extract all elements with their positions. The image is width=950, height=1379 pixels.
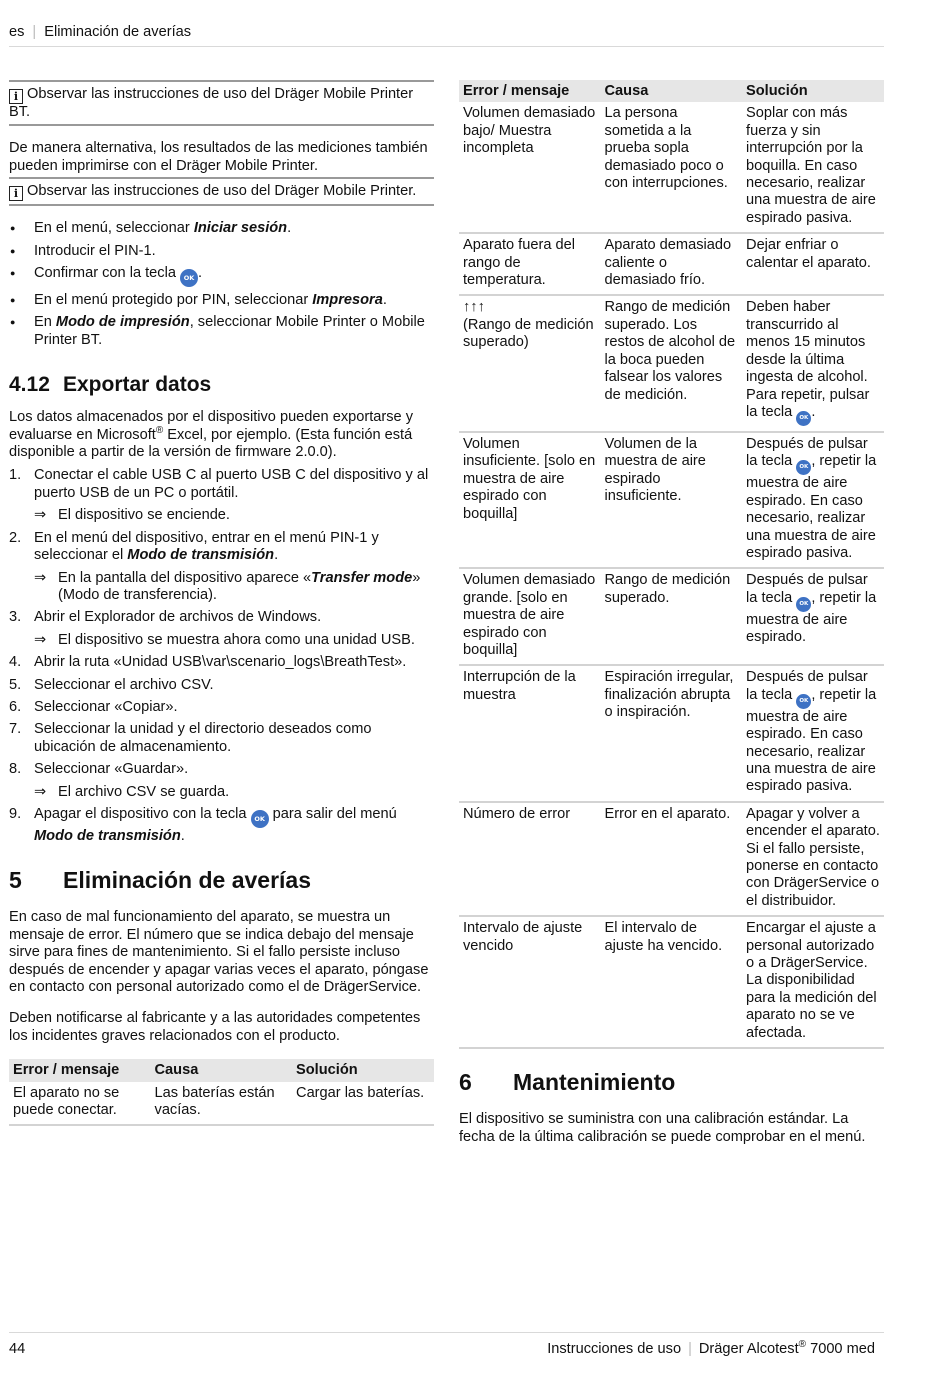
table-row (459, 665, 884, 801)
table-cell: Apagar y volver a encender el aparato. Si el fallo persiste, ponerse en contacto con DrägerService o el distribuidor. (742, 802, 884, 916)
list-item (9, 220, 434, 237)
step-item (9, 609, 434, 626)
table-row (459, 295, 884, 431)
header-separator: | (32, 24, 37, 40)
note-text: Observar las instrucciones de uso del Dräger Mobile Printer. (27, 183, 417, 200)
text: Los datos almacenados por el dispositivo pueden exportarse y evaluarse en Microsoft (9, 409, 414, 443)
footer-separator: | (688, 1341, 692, 1357)
step-text: . (180, 827, 185, 844)
step-text: Seleccionar «Guardar». (34, 761, 189, 778)
table-cell: Intervalo de ajuste vencido (459, 916, 601, 1048)
table-cell: El aparato no se puede conectar. (9, 1082, 151, 1126)
table-row (459, 802, 884, 916)
menu-name: Impresora (312, 292, 383, 309)
table-cell: Dejar enfriar o calentar el aparato. (742, 233, 884, 295)
step-result (9, 507, 434, 524)
menu-name: Modo de transmisión (34, 827, 181, 844)
export-steps-list (9, 467, 434, 845)
step-item (9, 530, 434, 565)
cell-text: , repetir la muestra de aire espirado. En caso necesario, realizar una muestra de aire espirado pasiva. (746, 686, 877, 795)
table-cell (742, 568, 884, 665)
print-steps-list (9, 220, 434, 349)
cell-text: , repetir la muestra de aire espirado. (746, 589, 877, 646)
right-column (459, 80, 884, 1146)
ok-key-icon: OK (796, 597, 811, 612)
table-cell: Aparato demasiado caliente o demasiado frío. (601, 233, 743, 295)
step-number: 4. (9, 654, 22, 671)
section-number: 5 (9, 867, 22, 894)
product-model: 7000 med (806, 1341, 875, 1357)
text: En (34, 314, 56, 331)
step-result (9, 570, 434, 605)
step-text: . (274, 547, 279, 564)
step-text: Seleccionar el archivo CSV. (34, 676, 214, 693)
note-text: Observar las instrucciones de uso del Dräger Mobile Printer BT. (9, 86, 414, 120)
export-intro-paragraph (9, 409, 434, 461)
cell-text: Después de pulsar la tecla (746, 435, 868, 470)
list-item: ● Introducir el PIN-1. (9, 243, 434, 260)
step-item (9, 699, 434, 716)
step-item (9, 721, 434, 756)
table-row (459, 233, 884, 295)
step-text: Conectar el cable USB C al puerto USB C del dispositivo y al puerto USB de un PC o portátil. (34, 467, 429, 501)
mode-name: Transfer mode (311, 569, 413, 586)
step-item (9, 654, 434, 671)
info-note-printer-bt (9, 80, 434, 126)
registered-mark: ® (155, 424, 164, 436)
step-item (9, 761, 434, 778)
result-text: En la pantalla del dispositivo aparece « (58, 569, 312, 586)
table-cell: Volumen de la muestra de aire espirado insuficiente. (601, 432, 743, 568)
cell-text: (Rango de medición superado) (463, 316, 594, 351)
menu-name: Modo de impresión (55, 314, 190, 331)
text: En el menú, seleccionar (34, 220, 194, 237)
info-icon: i (9, 186, 23, 201)
page-number: 44 (9, 1341, 26, 1357)
section-title: Eliminación de averías (63, 867, 312, 894)
text: , seleccionar Mobile Printer o Mobile Printer BT. (34, 314, 425, 348)
overrange-arrows: ↑↑↑ (463, 299, 485, 316)
header-language: es (9, 24, 25, 40)
step-text: Seleccionar la unidad y el directorio deseados como ubicación de almacenamiento. (34, 721, 372, 755)
table-cell: Volumen demasiado bajo/ Muestra incompleta (459, 102, 601, 233)
result-arrow-icon: ⇒ (34, 507, 47, 524)
step-number: 2. (9, 529, 22, 546)
table-row (459, 568, 884, 665)
table-cell: Rango de medición superado. (601, 568, 743, 665)
step-result (9, 784, 434, 801)
result-arrow-icon: ⇒ (34, 631, 47, 648)
step-number: 8. (9, 761, 22, 778)
section-title: Exportar datos (63, 373, 212, 397)
product-name: Dräger Alcotest (698, 1341, 799, 1357)
table-cell: El intervalo de ajuste ha vencido. (601, 916, 743, 1048)
step-item (9, 467, 434, 502)
step-number: 6. (9, 698, 22, 715)
step-text: Seleccionar «Copiar». (34, 698, 178, 715)
registered-mark: ® (798, 1339, 807, 1351)
section-number: 4.12 (9, 373, 50, 397)
document-type: Instrucciones de uso (547, 1341, 682, 1357)
table-cell (742, 665, 884, 801)
table-cell: Las baterías están vacías. (151, 1082, 293, 1126)
step-text: para salir del menú (268, 805, 397, 822)
page-header (9, 24, 884, 47)
section-heading-6 (459, 1069, 884, 1095)
left-column (9, 80, 434, 1126)
result-arrow-icon: ⇒ (34, 569, 47, 586)
step-text: Apagar el dispositivo con la tecla (34, 805, 251, 822)
column-header: Solución (292, 1059, 434, 1081)
text: . (287, 220, 292, 237)
step-number: 1. (9, 467, 22, 484)
step-text: En el menú del dispositivo, entrar en el menú PIN-1 y seleccionar el (34, 529, 379, 564)
table-row (9, 1082, 434, 1126)
table-cell: Número de error (459, 802, 601, 916)
error-table-right (459, 80, 884, 1049)
ok-key-icon: OK (796, 694, 811, 709)
section-heading-4-12 (9, 373, 434, 397)
section-number: 6 (459, 1069, 472, 1096)
result-text: El dispositivo se enciende. (58, 507, 230, 524)
text: Confirmar con la tecla (34, 265, 180, 282)
ok-key-icon: OK (796, 460, 811, 475)
step-number: 9. (9, 805, 22, 822)
result-text: » (Modo de transferencia). (58, 569, 421, 603)
table-cell: Volumen demasiado grande. [solo en muestra de aire espirado con boquilla] (459, 568, 601, 665)
table-header-row (459, 80, 884, 102)
table-cell: Error en el aparato. (601, 802, 743, 916)
menu-name: Iniciar sesión (193, 220, 288, 237)
table-row (459, 102, 884, 233)
table-cell: Aparato fuera del rango de temperatura. (459, 233, 601, 295)
text: En el menú protegido por PIN, seleccionar (34, 292, 313, 309)
cell-text: , repetir la muestra de aire espirado. En caso necesario, realizar una muestra de aire espirado pasiva. (746, 453, 877, 561)
step-text: Abrir la ruta «Unidad USB\var\scenario_logs\BreathTest». (34, 654, 407, 671)
result-arrow-icon: ⇒ (34, 783, 47, 800)
table-cell: Soplar con más fuerza y sin interrupción por la boquilla. En caso necesario, realizar una muestra de aire espirado pasiva. (742, 102, 884, 233)
ok-key-icon: OK (251, 810, 269, 828)
table-cell (742, 432, 884, 568)
cell-text: Deben haber transcurrido al menos 15 minutos desde la última ingesta de alcohol. Para repetir, pulsar la tecla (746, 299, 870, 420)
result-text: El dispositivo se muestra ahora como una unidad USB. (58, 631, 415, 648)
cell-text: . (811, 403, 816, 420)
menu-name: Modo de transmisión (127, 547, 275, 564)
list-item (9, 314, 434, 349)
column-header: Causa (601, 80, 743, 102)
step-item (9, 806, 434, 845)
list-item (9, 292, 434, 309)
info-icon: i (9, 89, 23, 104)
column-header: Solución (742, 80, 884, 102)
list-item (9, 265, 434, 287)
incident-report-paragraph: Deben notificarse al fabricante y a las autoridades competentes los incidentes graves relacionados con el producto. (9, 1010, 421, 1044)
step-number: 7. (9, 721, 22, 738)
maintenance-paragraph: El dispositivo se suministra con una calibración estándar. La fecha de la última calibración se puede comprobar en el menú. (459, 1111, 866, 1145)
table-cell: Encargar el ajuste a personal autorizado o a DrägerService. La disponibilidad para la medición del aparato no se ve afectada. (742, 916, 884, 1048)
table-cell: Espiración irregular, finalización abrupta o inspiración. (601, 665, 743, 801)
result-text: El archivo CSV se guarda. (58, 783, 230, 800)
text: . (198, 265, 203, 282)
ok-key-icon: OK (796, 411, 811, 426)
step-item (9, 677, 434, 694)
footer-document (547, 1341, 875, 1358)
section-heading-5 (9, 867, 434, 893)
step-number: 3. (9, 609, 22, 626)
text: Excel, por ejemplo. (Esta función está disponible a partir de la versión de firmware 2.0.0). (9, 426, 413, 461)
column-header: Error / mensaje (9, 1059, 151, 1081)
table-cell: Interrupción de la muestra (459, 665, 601, 801)
table-cell: Cargar las baterías. (292, 1082, 434, 1126)
step-number: 5. (9, 676, 22, 693)
ok-key-icon: OK (180, 269, 198, 287)
section-title: Mantenimiento (513, 1069, 676, 1096)
table-row (459, 432, 884, 568)
alternative-print-paragraph: De manera alternativa, los resultados de las mediciones también pueden imprimirse con el Dräger Mobile Printer. (9, 140, 428, 174)
text: . (382, 292, 387, 309)
step-text: Abrir el Explorador de archivos de Windows. (34, 609, 322, 626)
error-table-left (9, 1059, 434, 1126)
table-row (459, 916, 884, 1048)
troubleshooting-paragraph: En caso de mal funcionamiento del aparato, se muestra un mensaje de error. El número que se indica debajo del mensaje sirve para fines de mantenimiento. Si el fallo persiste incluso después de encender y apagar varias veces el aparato, póngase en contacto con personal autorizado como el de DrägerService. (9, 909, 429, 995)
table-cell (742, 295, 884, 431)
table-cell: Volumen insuficiente. [solo en muestra de aire espirado con boquilla] (459, 432, 601, 568)
column-header: Error / mensaje (459, 80, 601, 102)
table-cell: Rango de medición superado. Los restos de alcohol de la boca pueden falsear los valores de medición. (601, 295, 743, 431)
column-header: Causa (151, 1059, 293, 1081)
cell-text: Después de pulsar la tecla (746, 669, 868, 703)
header-section: Eliminación de averías (44, 24, 192, 40)
table-cell (459, 295, 601, 431)
page-footer (9, 1332, 884, 1357)
cell-text: Después de pulsar la tecla (746, 572, 868, 606)
table-cell: La persona sometida a la prueba sopla demasiado poco o con interrupciones. (601, 102, 743, 233)
step-result (9, 632, 434, 649)
table-header-row (9, 1059, 434, 1081)
info-note-printer (9, 177, 434, 206)
